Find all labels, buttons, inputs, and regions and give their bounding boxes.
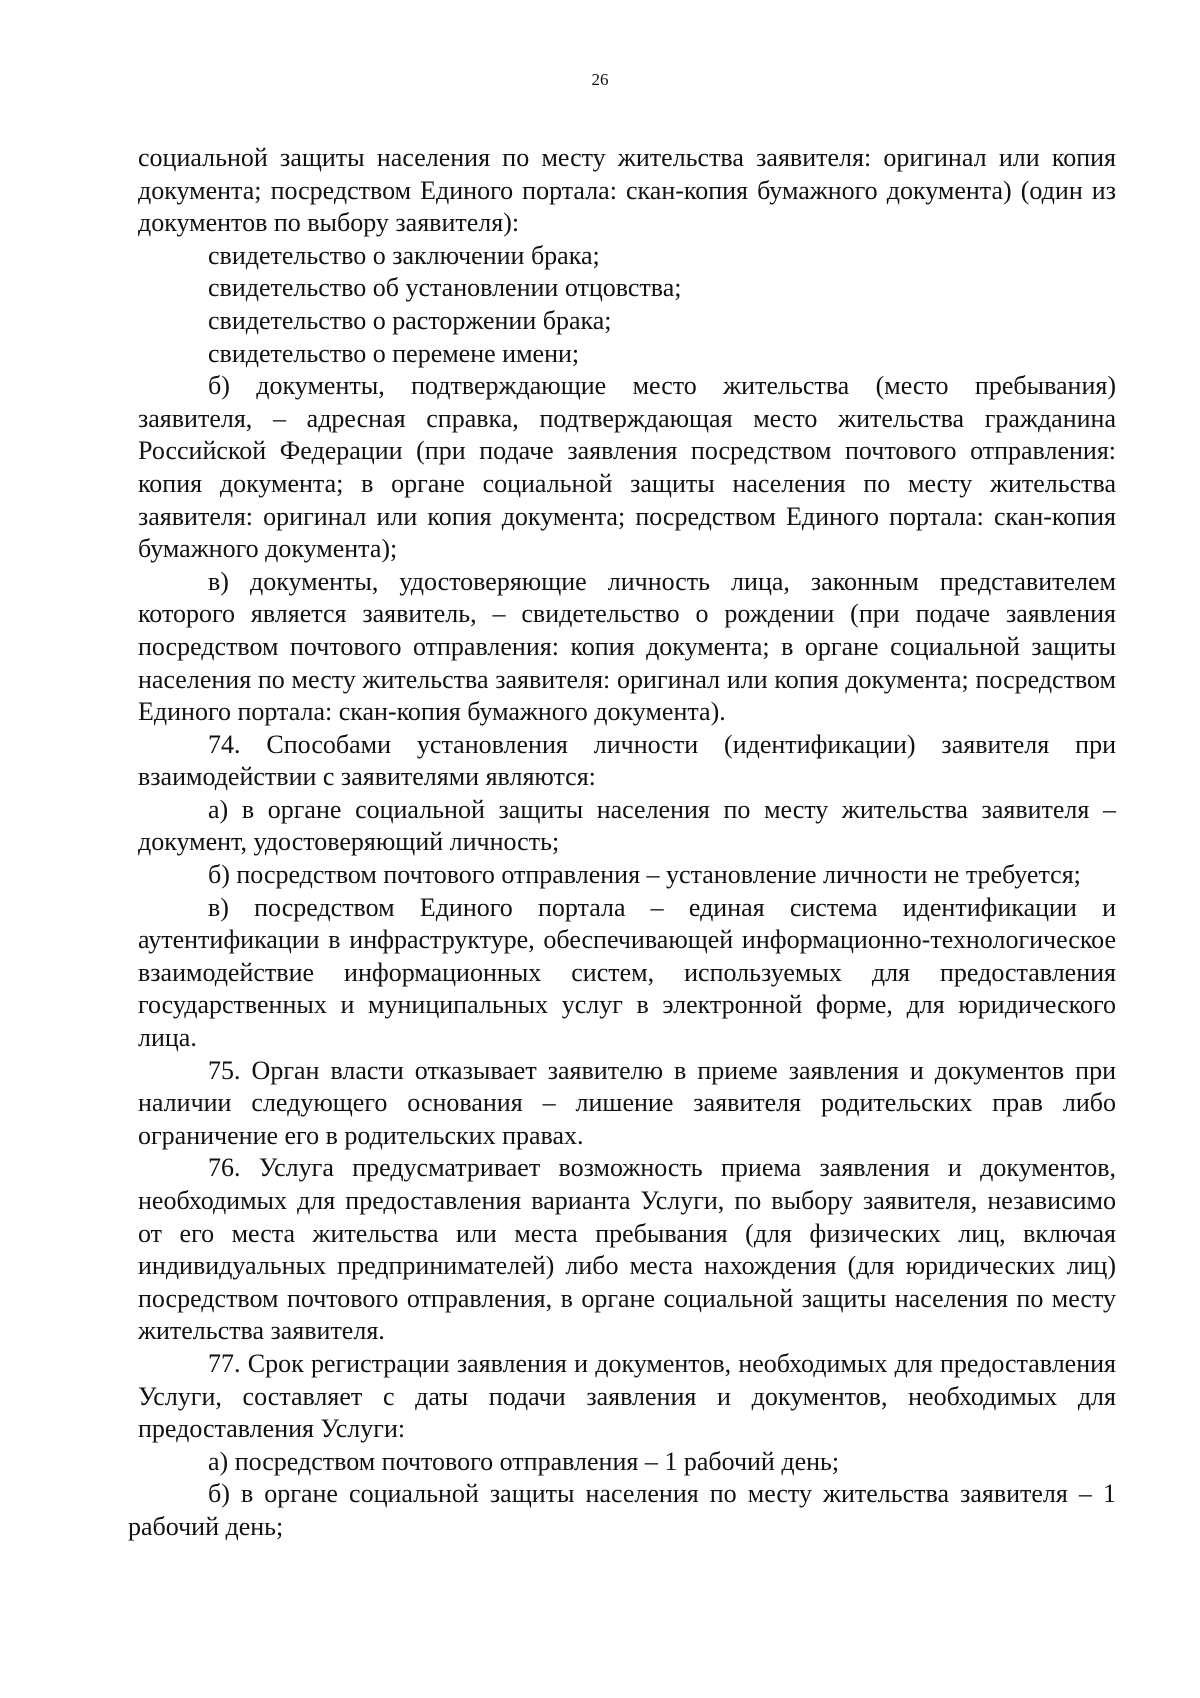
paragraph-77-a: а) посредством почтового отправления – 1 рабочий день;	[208, 1446, 840, 1476]
paragraph-identity-documents: в) документы, удостоверяющие личность лица, законным представителем которого является заявитель, – свидетельство о рождении (при подаче заявления посредством почтового отправления: копия документа; в органе социальной защиты населения по месту жительства заявителя: оригинал или копия документа; посредством Единого портала: скан-копия бумажного документа).	[138, 566, 1116, 727]
list-item-divorce-certificate: свидетельство о расторжении брака;	[208, 305, 612, 335]
list-item-marriage-certificate: свидетельство о заключении брака;	[208, 240, 600, 270]
paragraph-75: 75. Орган власти отказывает заявителю в приеме заявления и документов при наличии следующего основания – лишение заявителя родительских прав либо ограничение его в родительских правах.	[138, 1055, 1116, 1150]
paragraph-74-a: а) в органе социальной защиты населения по месту жительства заявителя – документ, удостоверяющий личность;	[138, 794, 1116, 857]
paragraph-74-c: в) посредством Единого портала – единая система идентификации и аутентификации в инфраструктуре, обеспечивающей информационно-технологическое взаимодействие информационных систем, используемых для предоставления государственных и муниципальных услуг в электронной форме, для юридического лица.	[138, 892, 1116, 1053]
list-item-name-change-certificate: свидетельство о перемене имени;	[208, 338, 580, 368]
paragraph-continuation: социальной защиты населения по месту жительства заявителя: оригинал или копия документа; посредством Единого портала: скан-копия бумажного документа) (один из документов по выбору заявителя):	[138, 143, 1116, 238]
paragraph-77: 77. Срок регистрации заявления и документов, необходимых для предоставления Услуги, составляет с даты подачи заявления и документов, необходимых для предоставления Услуги:	[138, 1348, 1116, 1444]
paragraph-77-b: б) в органе социальной защиты населения по месту жительства заявителя – 1 рабочий день;	[128, 1479, 1116, 1541]
paragraph-76: 76. Услуга предусматривает возможность приема заявления и документов, необходимых для предоставления варианта Услуги, по выбору заявителя, независимо от его места жительства или места пребывания (для физических лиц, включая индивидуальных предпринимателей) либо места нахождения (для юридических лиц) посредством почтового отправления, в органе социальной защиты населения по месту жительства заявителя.	[138, 1153, 1116, 1346]
paragraph-74-b: б) посредством почтового отправления – установление личности не требуется;	[208, 860, 1081, 890]
paragraph-74: 74. Способами установления личности (идентификации) заявителя при взаимодействии с заявителями являются:	[138, 729, 1116, 792]
list-item-paternity-certificate: свидетельство об установлении отцовства;	[208, 273, 682, 303]
document-body	[128, 142, 1116, 1544]
page-number: 26	[591, 70, 609, 89]
paragraph-residence-documents: б) документы, подтверждающие место жительства (место пребывания) заявителя, – адресная справка, подтверждающая место жительства гражданина Российской Федерации (при подаче заявления посредством почтового отправления: копия документа; в органе социальной защиты населения по месту жительства заявителя: оригинал или копия документа; посредством Единого портала: скан-копия бумажного документа);	[138, 371, 1116, 564]
